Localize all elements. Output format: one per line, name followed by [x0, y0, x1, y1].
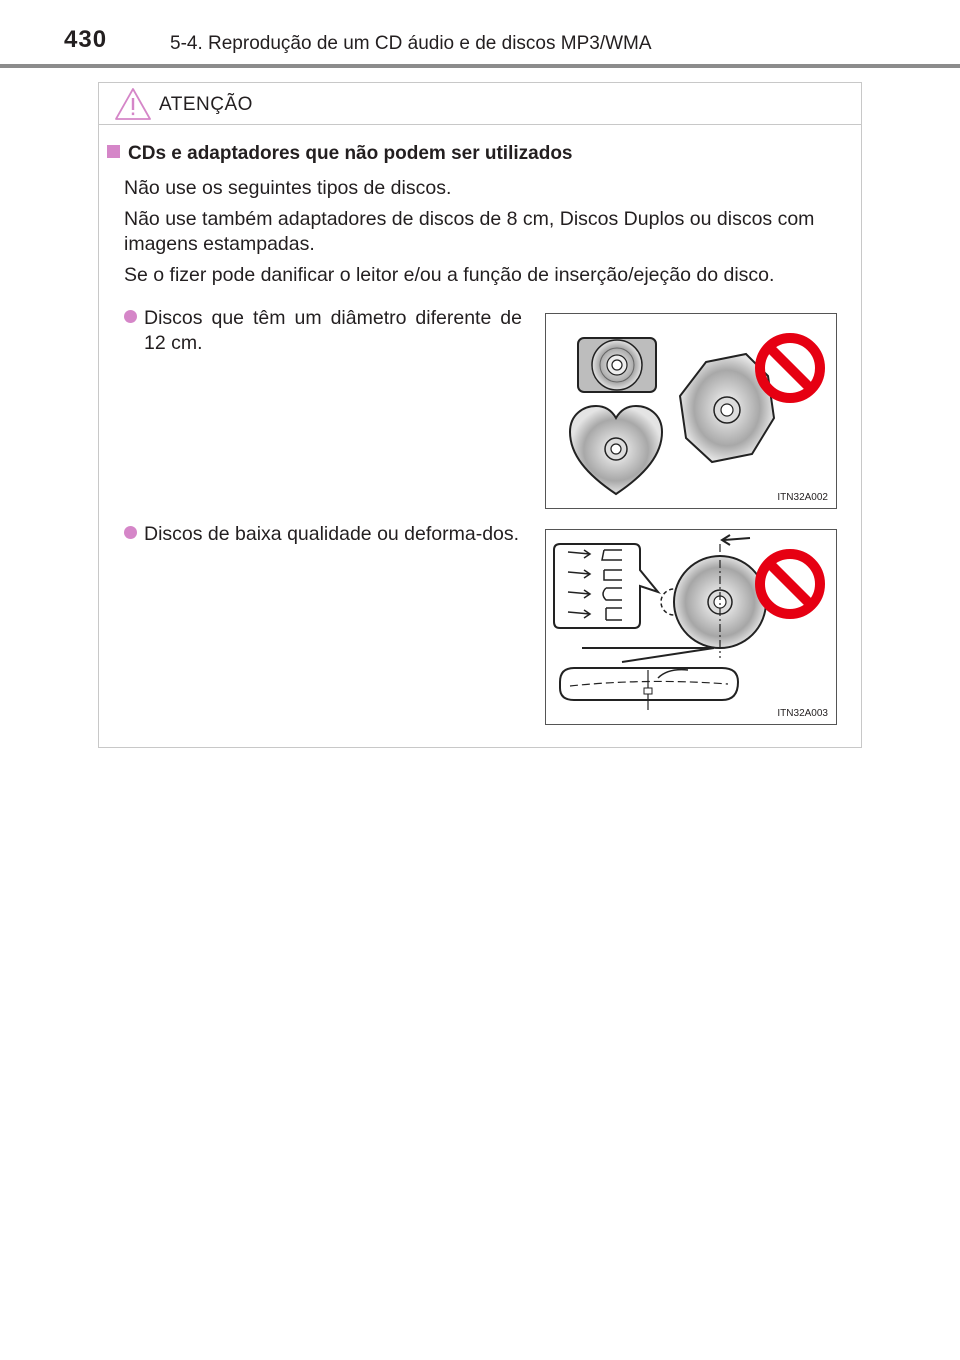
heart-disc-icon	[570, 406, 662, 494]
prohibited-icon	[760, 338, 820, 398]
section-title: 5-4. Reprodução de um CD áudio e de discos MP3/WMA	[170, 33, 652, 54]
bullet-item	[124, 522, 522, 547]
warning-box	[98, 82, 862, 748]
warning-title: ATENÇÃO	[159, 94, 253, 115]
subheading	[107, 143, 573, 165]
warped-disc-side-icon	[560, 648, 738, 710]
subheading-text: CDs e adaptadores que não podem ser utilizados	[128, 143, 573, 164]
figure-deformed-discs	[545, 529, 837, 725]
header-rule	[0, 64, 960, 68]
paragraph: Não use os seguintes tipos de discos.	[124, 177, 452, 199]
figure-odd-shaped-discs	[545, 313, 837, 509]
square-bullet-icon	[107, 145, 120, 158]
disc-icon	[674, 544, 766, 658]
figure-id: ITN32A002	[777, 492, 828, 503]
paragraph: Não use também adaptadores de discos de 8 cm, Discos Duplos ou discos com imagens estampadas.	[124, 208, 815, 255]
deformed-discs-illustration	[546, 530, 836, 724]
card-disc-icon	[578, 338, 656, 392]
warning-triangle-icon	[114, 87, 152, 121]
round-bullet-icon	[124, 310, 137, 323]
bullet-item	[124, 306, 522, 356]
round-bullet-icon	[124, 526, 137, 539]
bullet-text: Discos de baixa qualidade ou deforma-dos.	[144, 523, 520, 545]
page-number: 430	[64, 26, 108, 53]
warning-header	[99, 83, 861, 125]
figure-id: ITN32A003	[777, 708, 828, 719]
prohibited-icon	[760, 554, 820, 614]
arrow-icon	[722, 535, 750, 545]
edge-profile-callout	[554, 544, 658, 628]
odd-shaped-discs-illustration	[546, 314, 836, 508]
bullet-text: Discos que têm um diâmetro diferente de 12 cm.	[144, 307, 522, 354]
paragraph: Se o fizer pode danificar o leitor e/ou a função de inserção/ejeção do disco.	[124, 264, 775, 286]
